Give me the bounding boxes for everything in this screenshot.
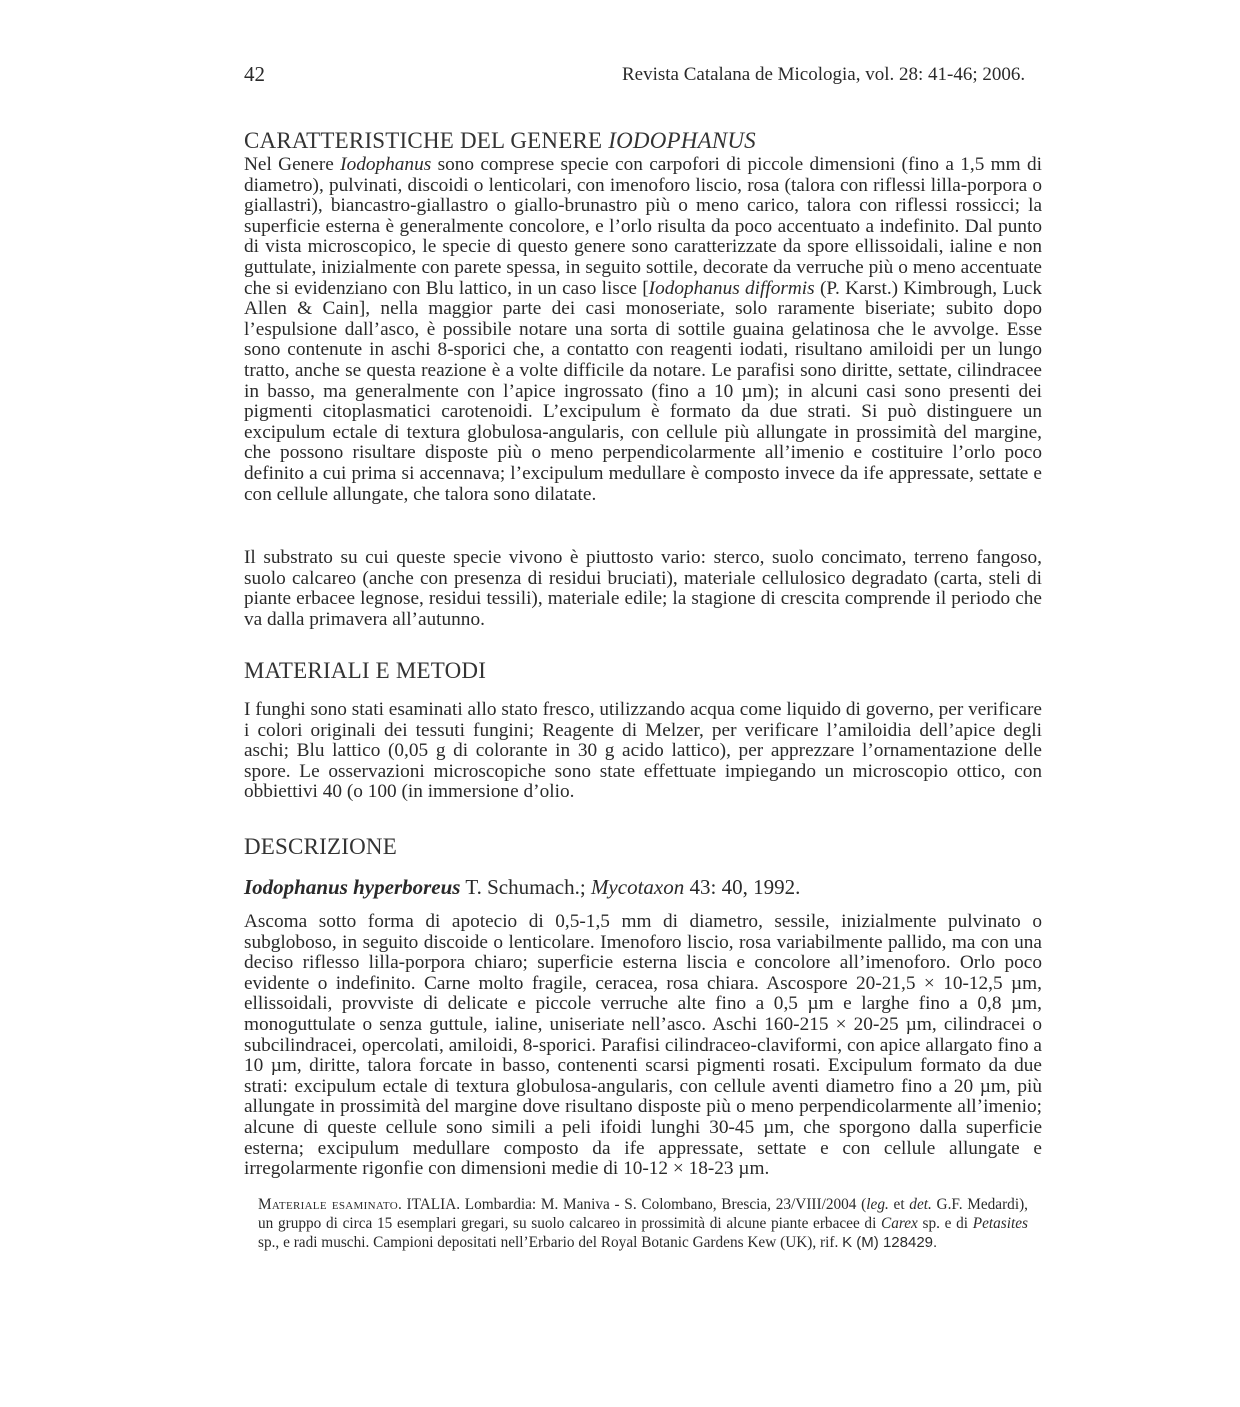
- text-run: leg.: [866, 1196, 889, 1213]
- genus-name: Iodophanus: [340, 154, 432, 175]
- text-run: . ITALIA. Lombardia: M. Maniva - S. Colombano, Brescia, 23/VIII/2004 (: [397, 1196, 867, 1213]
- genus-name: Carex: [881, 1214, 918, 1232]
- paragraph-methods: I funghi sono stati esaminati allo stato fresco, utilizzando acqua come liquido di governo, per verificare i colori originali dei tessuti fungini; Reagente di Melzer, per verificare l’amiloidia dell’apice degli aschi; Blu lattico (0,05 g di colorante in 30 g acido lattico), per apprezzare l’ornamentazione delle spore. Le osservazioni microscopiche sono state effettuate impiegando un microscopio ottico, con obbiettivi 40 (o 100 (in immersione d’olio.: [244, 699, 1042, 803]
- section-heading-descrizione: DESCRIZIONE: [244, 834, 397, 859]
- section-heading-materiali: MATERIALI E METODI: [244, 658, 487, 683]
- species-name: Iodophanus difformis: [648, 277, 815, 299]
- citation-detail: 43: 40, 1992.: [684, 875, 801, 899]
- section-heading-genus: IODOPHANUS: [608, 128, 756, 153]
- text-run: det.: [909, 1196, 932, 1213]
- text-run: (P. Karst.) Kimbrough, Luck Allen & Cain], nella maggior parte dei casi monoseriate, solo raramente biseriate; subito dopo l’espulsione dall’asco, è possibile notare una sorta di sottile guaina gelatinosa che le avvolge. Esse sono contenute in aschi 8-sporici che, a contatto con reagenti iodati, risultano amiloidi per un lungo tratto, anche se questa reazione è a volte difficile da notare. Le parafisi sono diritte, settate, cilindracee in basso, ma generalmente con l’apice ingrossato (fino a 10 µm); in alcuni casi sono presenti dei pigmenti citoplasmatici carotenoidi. L’excipulum è formato da due strati. Si può distinguere un excipulum ectale di textura globulosa-angularis, con cellule più allungate in prossimità del margine, che possono risultare disposte più o meno perpendicolarmente all’imenio e costituire l’orlo poco definito a cui prima si accennava; l’excipulum medullare è composto invece da ife appressate, settate e con cellule allungate, che talora sono dilatate.: [244, 277, 1042, 505]
- text-run: G.F. Medardi), un gruppo di circa 15 esemplari gregari, su suolo calcareo in prossimità di alcune piante erbacee di: [258, 1196, 1028, 1232]
- running-title: Revista Catalana de Micologia, vol. 28: 41-46; 2006.: [622, 64, 1026, 85]
- herbarium-reference: K (M) 128429.: [842, 1233, 938, 1251]
- material-examined: [258, 1196, 1028, 1252]
- section-heading-text: CARATTERISTICHE DEL GENERE: [244, 128, 609, 153]
- text-run: sp., e radi muschi. Campioni depositati nell’Erbario del Royal Botanic Gardens Kew (UK), rif.: [258, 1233, 843, 1251]
- material-label: Materiale esaminato: [258, 1196, 398, 1213]
- text-run: sono comprese specie con carpofori di piccole dimensioni (fino a 1,5 mm di diametro), pulvinati, discoidi o lenticolari, con imenoforo liscio, rosa (talora con riflessi lilla-porpora o giallastri), biancastro-giallastro o giallo-brunastro più o meno carico, talora con riflessi rossicci; la superficie esterna è generalmente concolore, e l’orlo risulta da poco accentuato a indefinito. Dal punto di vista microscopico, le specie di questo genere sono caratterizzate da spore ellissoidali, ialine e non guttulate, inizialmente con parete spessa, in seguito sottile, decorate da verruche più o meno accentuate che si evidenziano con Blu lattico, in un caso lisce [: [244, 154, 1042, 299]
- text-run: sp. e di: [917, 1214, 973, 1232]
- species-title: Iodophanus hyperboreus: [244, 875, 461, 899]
- text-run: et: [888, 1196, 910, 1213]
- paragraph-substrate: Il substrato su cui queste specie vivono è piuttosto vario: sterco, suolo concimato, terreno fangoso, suolo calcareo (anche con presenza di residui bruciati), materiale cellulosico degradato (carta, steli di piante erbacee legnose, residui tessili), materiale edile; la stagione di crescita comprende il periodo che va dalla primavera all’autunno.: [244, 547, 1042, 630]
- page-number: 42: [244, 62, 265, 86]
- genus-name: Petasites: [972, 1214, 1028, 1232]
- section-heading-caratteristiche: [244, 128, 756, 154]
- species-author: T. Schumach.;: [460, 875, 591, 899]
- paragraph-genus-description: [244, 155, 1042, 505]
- paragraph-species-description: Ascoma sotto forma di apotecio di 0,5-1,5 mm di diametro, sessile, inizialmente pulvinato o subgloboso, in seguito discoide o lenticolare. Imenoforo liscio, rosa variabilmente pallido, ma con una deciso riflesso lilla-porpora chiaro; superficie esterna liscia e concolore all’imenoforo. Orlo poco evidente o indefinito. Carne molto fragile, ceracea, rosa chiara. Ascospore 20-21,5 × 10-12,5 µm, ellissoidali, provviste di delicate e piccole verruche alte fino a 0,5 µm e larghe fino a 0,8 µm, monoguttulate o senza guttule, ialine, uniseriate nell’asco. Aschi 160-215 × 20-25 µm, cilindracei o subcilindracei, opercolati, amiloidi, 8-sporici. Parafisi cilindraceo-claviformi, con apice allargato fino a 10 µm, diritte, talora forcate in basso, contenenti scarsi pigmenti rosati. Excipulum formato da due strati: excipulum ectale di textura globulosa-angularis, con cellule aventi diametro fino a 20 µm, più allungate in prossimità del margine dove risultano disposte più o meno perpendicolarmente all’imenio; alcune di queste cellule sono simili a peli ifoidi lunghi 30-45 µm, che sporgono dalla superficie esterna; excipulum medullare composto da ife appressate, settate e con cellule allungate e irregolarmente rigonfie con dimensioni medie di 10-12 × 18-23 µm.: [244, 911, 1042, 1180]
- species-citation: [244, 875, 800, 900]
- text-run: Nel Genere: [244, 154, 341, 175]
- journal-name: Mycotaxon: [590, 875, 685, 899]
